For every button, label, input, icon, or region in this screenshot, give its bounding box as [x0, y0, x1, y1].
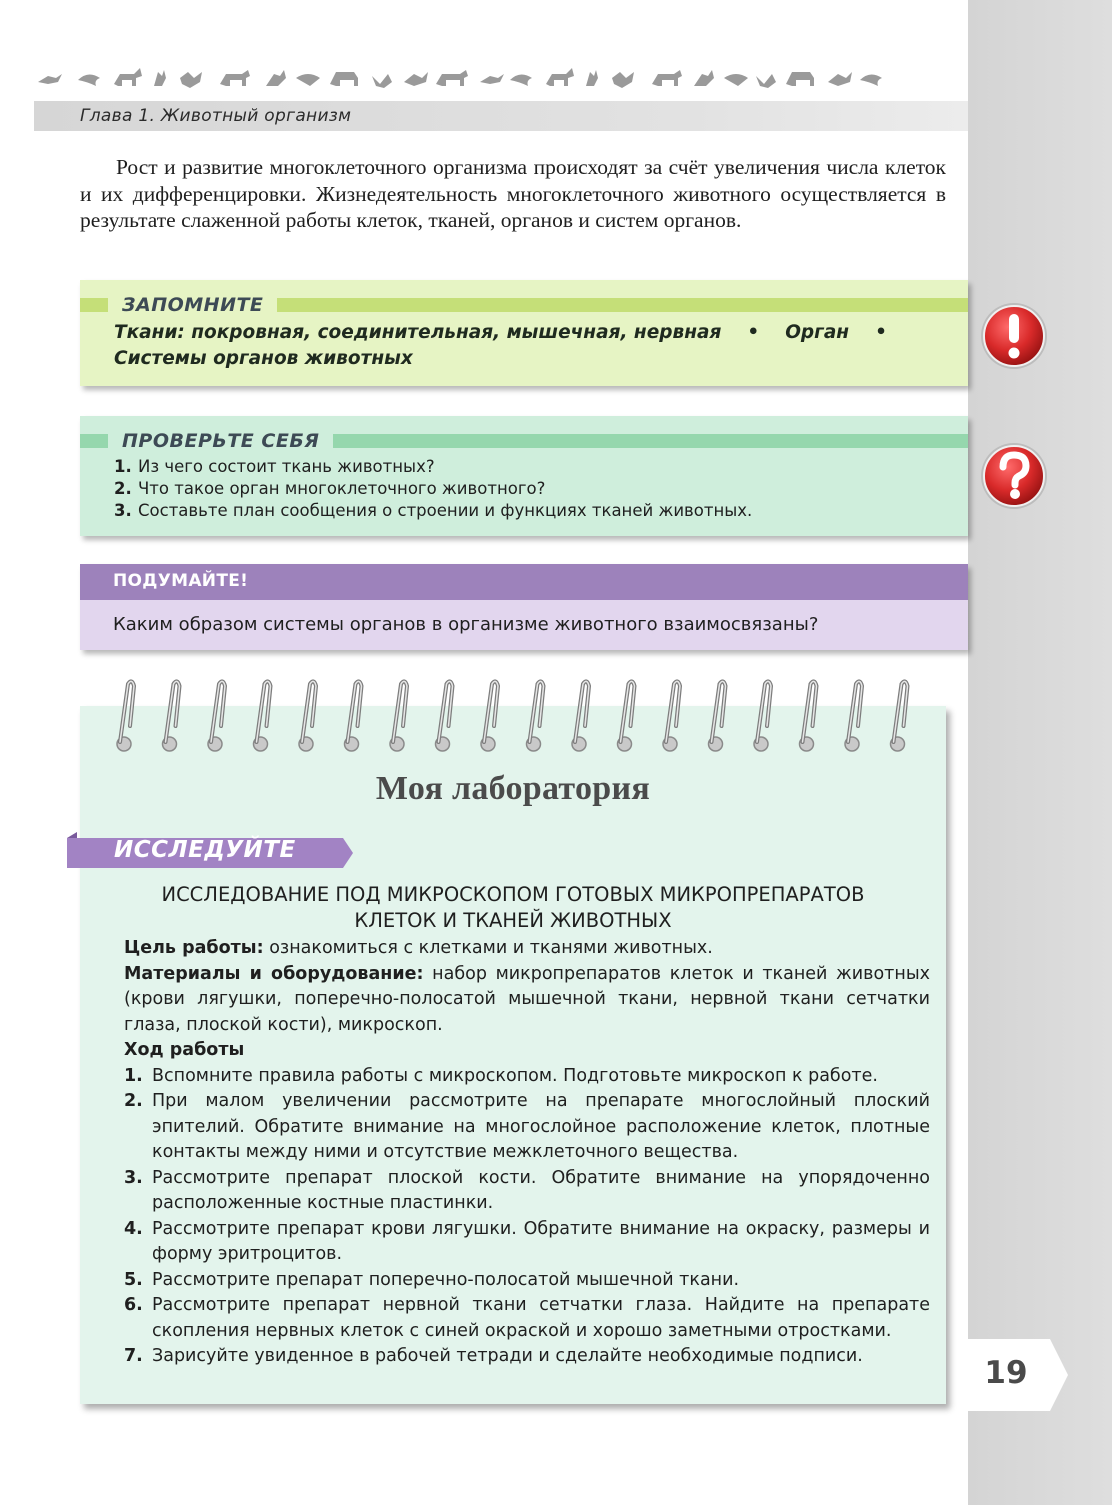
goal-line — [124, 936, 930, 962]
check-title: ПРОВЕРЬТЕ СЕБЯ — [108, 427, 333, 455]
list-item — [114, 478, 752, 500]
intro-paragraph: Рост и развитие многоклеточного организма происходят за счёт увеличения числа клеток и их дифференцировки. Жизнедеятельность многоклеточного животного осуществляется в результате слаженной работы клеток, тканей, органов и систем органов. — [80, 155, 946, 232]
chapter-title: Глава 1. Животный организм — [80, 106, 352, 126]
question-text: Что такое орган многоклеточного животного? — [138, 479, 546, 498]
step-text: Рассмотрите препарат нервной ткани сетчатки глаза. Найдите на препарате скопления нервных клеток с синей окраской и хорошо заметными отростками. — [152, 1295, 930, 1341]
remember-term: Орган — [785, 322, 850, 343]
question-number: 1. — [114, 457, 132, 476]
step-number: 4. — [124, 1218, 143, 1239]
procedure-label-line — [124, 1038, 930, 1064]
step-text: Зарисуйте увиденное в рабочей тетради и сделайте необходимые подписи. — [152, 1346, 863, 1366]
think-box — [80, 564, 968, 650]
step-number: 7. — [124, 1346, 143, 1366]
remember-content — [114, 320, 914, 372]
page-number: 19 — [984, 1355, 1028, 1391]
research-tag-label: ИССЛЕДУЙТЕ — [114, 837, 296, 863]
spiral-ring — [117, 681, 134, 751]
goal-label: Цель работы: — [124, 938, 264, 958]
spiral-ring — [390, 681, 407, 751]
exclamation-icon — [979, 301, 1049, 371]
list-item — [124, 1166, 930, 1217]
lab-notebook — [80, 706, 946, 1404]
spiral-ring — [208, 681, 225, 751]
lab-title: Моя лаборатория — [375, 770, 651, 807]
remember-header — [80, 291, 968, 319]
spiral-ring — [845, 681, 862, 751]
remember-box — [80, 280, 968, 386]
step-number: 5. — [124, 1269, 143, 1290]
question-text: Составьте план сообщения о строении и функциях тканей животных. — [138, 501, 753, 520]
procedure-steps — [124, 1064, 930, 1370]
goal-text: ознакомиться с клетками и тканями животных. — [269, 938, 713, 958]
spiral-ring — [345, 681, 362, 751]
remember-term: Системы органов животных — [114, 348, 413, 369]
spiral-ring — [891, 681, 908, 751]
spiral-ring — [254, 681, 271, 751]
spiral-ring — [709, 681, 726, 751]
list-item — [124, 1268, 930, 1294]
lab-heading — [80, 882, 946, 934]
spiral-ring — [481, 681, 498, 751]
spiral-ring — [299, 681, 316, 751]
step-text: Вспомните правила работы с микроскопом. Подготовьте микроскоп к работе. — [152, 1065, 878, 1086]
materials-text: набор микропрепаратов клеток и тканей животных (крови лягушки, поперечно-полосатой мышечной ткани, нервной ткани сетчатки глаза, плоской кости), микроскоп. — [124, 963, 930, 1035]
step-text: При малом увеличении рассмотрите на препарате многослойный плоский эпителий. Обратите внимание на многослойное расположение клеток, плотные контакты между ними и отсутствие межклеточного вещества. — [152, 1091, 930, 1162]
step-number: 2. — [124, 1091, 143, 1111]
list-item — [124, 1344, 930, 1370]
lab-body — [124, 936, 930, 1370]
step-number: 3. — [124, 1167, 143, 1188]
procedure-label: Ход работы — [124, 1040, 245, 1060]
list-item — [124, 1293, 930, 1344]
spiral-ring — [663, 681, 680, 751]
spiral-ring — [618, 681, 635, 751]
check-header — [80, 427, 968, 455]
think-question: Каким образом системы органов в организме животного взаимосвязаны? — [113, 614, 819, 635]
animal-silhouettes-decoration — [34, 64, 894, 92]
spiral-ring — [572, 681, 589, 751]
step-text: Рассмотрите препарат плоской кости. Обратите внимание на упорядоченно расположенные костные пластинки. — [152, 1167, 930, 1213]
lab-heading-line: КЛЕТОК И ТКАНЕЙ ЖИВОТНЫХ — [354, 909, 672, 932]
bullet: • — [747, 322, 760, 343]
list-item — [124, 1089, 930, 1166]
question-number: 3. — [114, 501, 132, 520]
step-number: 1. — [124, 1065, 143, 1086]
list-item — [124, 1064, 930, 1090]
step-number: 6. — [124, 1295, 143, 1315]
step-text: Рассмотрите препарат крови лягушки. Обратите внимание на окраску, размеры и форму эритроцитов. — [152, 1218, 930, 1264]
step-text: Рассмотрите препарат поперечно-полосатой мышечной ткани. — [152, 1269, 740, 1290]
list-item — [114, 500, 752, 522]
materials-label: Материалы и оборудование: — [124, 963, 424, 984]
materials-line — [124, 962, 930, 1039]
page-margin — [968, 0, 1112, 1505]
spiral-ring — [800, 681, 817, 751]
list-item — [114, 456, 752, 478]
remember-term: Ткани: покровная, соединительная, мышечная, нервная — [114, 322, 722, 343]
spiral-ring — [754, 681, 771, 751]
question-text: Из чего состоит ткань животных? — [138, 457, 435, 476]
question-icon — [979, 441, 1049, 511]
think-title: ПОДУМАЙТЕ! — [113, 571, 249, 591]
spiral-ring — [527, 681, 544, 751]
question-list — [114, 456, 752, 522]
spiral-binding — [80, 676, 946, 766]
spiral-ring — [436, 681, 453, 751]
bullet: • — [875, 322, 887, 343]
remember-title: ЗАПОМНИТЕ — [108, 291, 277, 319]
question-number: 2. — [114, 479, 132, 498]
spiral-ring — [163, 681, 180, 751]
lab-heading-line: ИССЛЕДОВАНИЕ ПОД МИКРОСКОПОМ ГОТОВЫХ МИКРОПРЕПАРАТОВ — [161, 883, 865, 906]
list-item — [124, 1217, 930, 1268]
check-yourself-box — [80, 416, 968, 536]
